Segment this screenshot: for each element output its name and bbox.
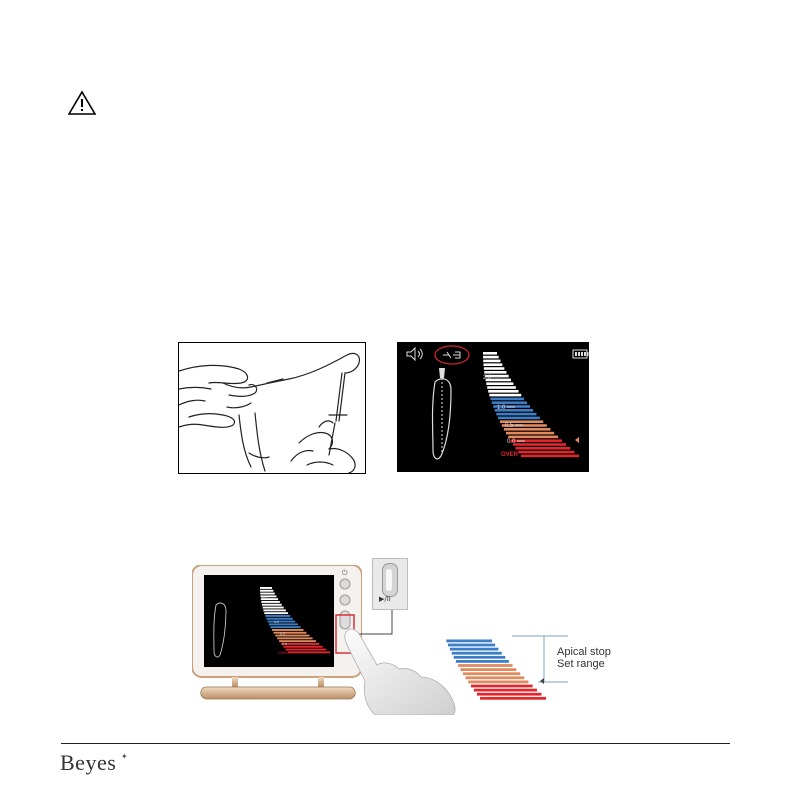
depth-bar — [443, 631, 486, 634]
depth-bar — [458, 664, 512, 667]
screen-label-0-0: 0.0 — [507, 439, 516, 445]
depth-bar — [438, 611, 474, 614]
depth-bar — [484, 371, 506, 374]
footer-divider — [61, 743, 730, 744]
play-pause-icon[interactable]: ▶/II — [379, 595, 391, 603]
screen-label-over: OVER — [501, 452, 519, 458]
device-label-0-0: 0.0 — [282, 642, 287, 646]
callout-set-range: Set range — [557, 658, 605, 670]
depth-bar — [492, 401, 527, 404]
depth-bar — [288, 651, 330, 653]
faded-bar-graph — [428, 574, 598, 704]
screen-label-2-0: 2.0 — [483, 375, 492, 381]
depth-bar — [466, 676, 525, 679]
depth-bar — [460, 668, 516, 671]
depth-bar — [468, 681, 528, 684]
apex-locator-display — [397, 342, 589, 472]
depth-bar — [434, 578, 458, 581]
device-label-1-0: 1.0 — [274, 620, 279, 624]
depth-bar — [450, 648, 499, 651]
depth-bar — [281, 643, 319, 645]
depth-bar — [265, 615, 290, 617]
depth-bar — [483, 363, 502, 366]
depth-bar — [483, 360, 500, 363]
depth-bar — [435, 594, 465, 597]
screen-label-1-0: 1.0 — [497, 405, 506, 411]
depth-bar — [438, 615, 475, 618]
depth-bar — [445, 635, 489, 638]
depth-bar — [477, 693, 542, 696]
depth-bar — [260, 587, 272, 589]
depth-bar — [439, 619, 477, 622]
depth-bar — [456, 660, 509, 663]
file-connection-illustration — [178, 342, 366, 474]
screen-label-0-5: 0.5 — [505, 423, 514, 429]
depth-bar — [448, 644, 495, 647]
depth-bar — [516, 447, 571, 450]
depth-bar — [496, 413, 536, 416]
depth-bar — [436, 603, 469, 606]
speaker-icon — [407, 348, 422, 360]
depth-bar — [488, 390, 518, 393]
depth-bar — [435, 599, 466, 602]
callout-apical-stop: Apical stop — [557, 646, 611, 658]
depth-bar — [264, 612, 288, 614]
warning-triangle-icon — [68, 90, 96, 116]
depth-bar — [263, 609, 285, 611]
depth-bar — [506, 432, 554, 435]
depth-bar — [268, 621, 296, 623]
depth-bar — [489, 394, 521, 397]
depth-bar — [471, 685, 533, 688]
depth-bar — [474, 689, 537, 692]
depth-bar — [442, 627, 483, 630]
device-label-2-0: 2.0 — [262, 595, 267, 599]
file-connection-icon — [435, 346, 469, 364]
depth-bar — [270, 626, 300, 628]
depth-bar — [483, 352, 497, 355]
depth-bar — [437, 607, 471, 610]
depth-bar — [266, 618, 292, 620]
depth-bar — [262, 604, 282, 606]
brand-logo: Beyes — [60, 750, 117, 775]
depth-bar — [521, 455, 579, 458]
logo-star-icon: ✦ — [121, 752, 128, 761]
device-label-over: OVER — [278, 651, 288, 655]
depth-bar — [483, 356, 499, 359]
depth-bar — [283, 646, 322, 648]
svg-text:⏻: ⏻ — [342, 569, 348, 577]
button-panel — [372, 558, 408, 610]
depth-bar — [441, 623, 481, 626]
depth-bar — [498, 417, 540, 420]
depth-bar — [513, 443, 566, 446]
depth-bar — [446, 640, 492, 643]
depth-bar — [261, 601, 280, 603]
depth-bar — [434, 590, 462, 593]
depth-bar — [263, 607, 284, 609]
depth-bar — [260, 590, 273, 592]
depth-bar — [480, 697, 546, 700]
depth-bar — [452, 652, 502, 655]
depth-bar — [434, 582, 459, 585]
depth-bar — [463, 672, 520, 675]
depth-bar — [274, 632, 307, 634]
depth-bar — [491, 398, 525, 401]
depth-bar — [484, 367, 505, 370]
device-label-0-5: 0.5 — [280, 632, 285, 636]
depth-bar — [486, 382, 513, 385]
depth-bar — [454, 656, 506, 659]
depth-bar — [518, 451, 574, 454]
depth-bar — [434, 586, 461, 589]
battery-icon — [573, 350, 589, 358]
depth-bar — [286, 649, 327, 651]
depth-bar — [277, 637, 312, 639]
depth-bar — [487, 386, 516, 389]
depth-bar — [508, 436, 558, 439]
depth-bar — [272, 629, 304, 631]
